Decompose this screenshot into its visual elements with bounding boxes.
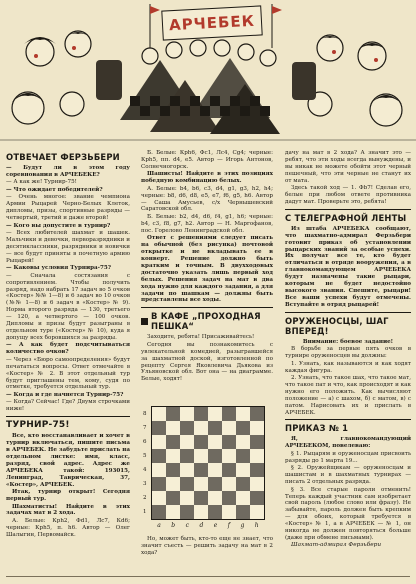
paragraph: 1. Узнать, как называются и как ходят каждая фигура. — [285, 360, 411, 374]
column-3 — [285, 150, 411, 550]
board-square — [222, 421, 236, 435]
question: — Когда и где начнется Турнир-75? — [6, 391, 124, 398]
board-square — [166, 505, 180, 519]
paragraph: 2. Узнать, что такое шах, что такое мат, что такое пат и что, как происходят и как нужно его положить. Как вычисляют положение — а) с шахом, б) с матом, в) с патом. Нарисовать их и прислать в АРЧЕБЕК. — [285, 375, 411, 416]
board-square — [166, 491, 180, 505]
answer: — А как же! Турнир-75! — [6, 179, 77, 186]
board-square — [236, 463, 250, 477]
paragraph: дачу на мат в 2 хода? А значит это — ребят, что эти ходы всегда вынуждены, и вы никак не можете обойти этот черный пешечный, что эти черные не станут их от мата. — [285, 150, 411, 184]
divider — [285, 312, 411, 313]
question: — А как будет подсчитываться количество очков? — [6, 342, 130, 356]
paragraph: Шахматисты! Найдите в этих задачах мат в 2 хода. — [6, 503, 130, 517]
file-label: f — [227, 522, 231, 529]
rank-label: 1 — [143, 509, 147, 515]
section-title-telegraph: С ТЕЛЕГРАФНОЙ ЛЕНТЫ — [285, 212, 407, 223]
rank-label: 8 — [143, 411, 147, 417]
rank-label: 6 — [143, 439, 147, 445]
file-labels — [152, 522, 264, 530]
paragraph: Здесь такой ход — 1. Фb7! Сделав его, белые при любом ответе противника дадут мат. Проверьте это, ребята! — [285, 185, 411, 205]
board-square — [222, 463, 236, 477]
paragraph: § 2. Оружейщикам — оруженосцам и шашистам и в шахматных турнирах — писать 2 отдельных разряда. — [285, 465, 411, 486]
board-square — [208, 435, 222, 449]
column-2 — [141, 150, 273, 384]
board-square — [250, 477, 264, 491]
board-square — [166, 449, 180, 463]
banner-text: АРЧЕБЕК — [168, 11, 256, 35]
board-square — [152, 421, 166, 435]
board-square — [236, 421, 250, 435]
paragraph: Ответ с решениями следует писать на обычной (без рисунка) почтовой открытке и не вкладывать ее в конверт. Решение должно быть кратким и точным. В двухходовых достаточно указать лишь первый ход белых. Решения задач на мат в два хода нужно для каждого задания, а для задачи по шашкам — должны быть представлены все ходы. — [141, 235, 273, 304]
paragraph: А. Белые: b4, b6, c3, d4, g1, g3, h2, h4; черные: b8, d6, d8, e5, e7, f6, g5, h6. Автор — Саша Амусьев, с/х Чернышевский Саратовской обл. — [141, 185, 273, 213]
board-square — [180, 477, 194, 491]
file-label: e — [213, 522, 218, 529]
file-label: d — [199, 522, 204, 529]
paragraph: § 3. Все старые пароли отменить! Теперь каждый участник сам изобретает свой пароль (любое слово или фразу). Не забывайте, пароль должен быть крепким — для обоих, который требуется в «Костер» № 1, а в АРЧЕБЕК — № 1, он никогда не должен повторяться больше (даже при обмене письмами). — [285, 486, 411, 541]
paragraph: Я, главнокомандующий АРЧЕБЕКОМ, повелеваю: — [285, 436, 411, 450]
rank-label: 3 — [143, 481, 147, 487]
board-square — [166, 463, 180, 477]
file-label: b — [171, 522, 176, 529]
board-square — [236, 477, 250, 491]
square-icon — [141, 318, 148, 325]
file-label: g — [240, 522, 245, 529]
rank-label: 4 — [143, 467, 147, 473]
board-square — [180, 407, 194, 421]
board-square — [194, 421, 208, 435]
board-square — [194, 491, 208, 505]
paragraph: Б. Белые: b2, d4, d6, f4, g1, h6; черные: b4, c3, f8, g7, h2. Автор — Н. Маргофанов, пос. Горелово Ленинградской обл. — [141, 213, 273, 234]
board-square — [250, 505, 264, 519]
board-square — [222, 407, 236, 421]
answer: — Когда? Сейчас! Где? Двумя строчками ниже! — [6, 399, 130, 413]
question: — Каковы условия Турнира-75? — [6, 265, 112, 272]
board-square — [166, 421, 180, 435]
paragraph: Сегодня вы познакомитесь с увлекательной комедией, разыгравшейся за шахматной доской, изготовленной по рецепту Сергея Яковлевича Дьякова из Ульяновской обл. Вот она — на диаграмме. Белые, ходят! — [141, 341, 273, 383]
board-square — [208, 463, 222, 477]
divider — [285, 419, 411, 420]
paragraph: Из штаба АРЧЕБЕКА сообщают, что шахматно-адмирал Ферзьбери готовит приказ об установлении рыцарских званий за особые успехи. Их получат все те, кто будет отличаться в отряде вооружения, а в главнокомандующем АРЧЕБЕКА будут назначены такие рыцари, которым не будет недостойно высокого звания. Спешите, рыцари! Все ваши успехи будут отмечены. Вступайте в отряд рыцарей! — [285, 225, 411, 308]
file-label: c — [185, 522, 189, 529]
board-square — [222, 505, 236, 519]
rank-label: 5 — [143, 453, 147, 459]
board-square — [152, 505, 166, 519]
paragraph: Но, может быть, кто-то еще не знает, что значит съесть — решить задачу на мат в 2 хода? — [141, 536, 273, 556]
board-square — [194, 449, 208, 463]
section-title-order: ПРИКАЗ № 1 — [285, 423, 349, 434]
section-title-squires: ОРУЖЕНОСЦЫ, ШАГ ВПЕРЕД! — [285, 315, 389, 336]
answer: — Очень многое: звание чемпиона Армии Рыцарей Черно-Белых Клеток, дипломы, призы, спортивные разряды — четвертый, третий и даже второй! — [6, 194, 130, 222]
section-title-ferzberi: ОТВЕЧАЕТ ФЕРЗЬБЕРИ — [6, 152, 120, 162]
header-illustration — [0, 0, 416, 142]
signature: Шахмат-адмирал Ферзьбери — [291, 542, 382, 549]
board-square — [194, 463, 208, 477]
board-square — [236, 505, 250, 519]
paragraph: Шашисты! Найдите в этих позициях победную комбинацию белых. — [141, 171, 273, 185]
board-square — [166, 435, 180, 449]
paragraph: Все, кто восстанавливает и хочет в турнир включаться, пишите письма в АРЧЕБЕК. Не забудьте прислать на отдельном листке: имя, класс, разряд, свой адрес. Адрес же АРЧЕБЕКА такой: 193015, Ленинград, Таврическая, 37, «Костер», АРЧЕБЕК. — [6, 433, 130, 488]
chess-board — [151, 406, 265, 520]
rank-label: 7 — [143, 425, 147, 431]
question: — Будут ли в этом году соревнования в АРЧЕБЕКЕ? — [6, 165, 130, 178]
paragraph: Внимание: боевое задание! — [302, 338, 394, 345]
board-square — [222, 449, 236, 463]
cafe-title-text: В КАФЕ „ПРОХОДНАЯ ПЕШКА“ — [151, 311, 261, 332]
file-label: a — [157, 522, 161, 529]
board-square — [180, 491, 194, 505]
rank-label: 2 — [143, 495, 147, 501]
divider — [6, 416, 130, 417]
divider — [285, 209, 411, 210]
board-square — [250, 407, 264, 421]
board-square — [208, 491, 222, 505]
paragraph: Заходите, ребята! Присаживайтесь! — [147, 334, 255, 341]
section-title-turnir: ТУРНИР-75! — [6, 420, 70, 431]
board-square — [250, 449, 264, 463]
board-square — [152, 477, 166, 491]
column-1 — [6, 150, 130, 539]
file-label: h — [254, 522, 259, 529]
answer: — Через «Бюро самоопределения» будут печататься вопросы. Ответ отмечайте в «Костер» № 2. В этот отдельный тур будут приглашены тем, кому, судя по отметке, требуется отдельный тур. — [6, 356, 130, 391]
board-square — [250, 421, 264, 435]
board-square — [208, 449, 222, 463]
board-square — [222, 491, 236, 505]
divider — [141, 307, 273, 308]
paragraph: Итак, турнир открыт! Сегодня первый тур. — [6, 489, 130, 502]
question: — Что ожидает победителей? — [6, 186, 103, 193]
board-square — [250, 463, 264, 477]
paragraph: Б. Белые: Крh6, Фc1, Лc4, Сg4; черные: Крh5, пп. d4, e5. Автор — Игорь Антонов, Солнечногорск. — [141, 150, 273, 170]
board-square — [208, 505, 222, 519]
banner-title — [161, 5, 262, 40]
board-square — [166, 407, 180, 421]
board-square — [180, 421, 194, 435]
board-square — [250, 491, 264, 505]
answer: — Всех любителей шахмат и шашек. Мальчики и девочки, перворазрядники и десятиклассники, разрядники и новички — все будут приняты в почетную армию Рыцарей! — [6, 230, 130, 264]
paragraph: А. Белые: Крh2, Фd1, Лc7, Кd6; черные: Крh5, п. h6. Автор — Олег Шалыгин, Первомайск. — [6, 517, 130, 538]
board-square — [236, 491, 250, 505]
board-square — [208, 421, 222, 435]
board-square — [236, 407, 250, 421]
board-square — [152, 463, 166, 477]
board-square — [236, 435, 250, 449]
board-square — [180, 449, 194, 463]
question: — Кого вы допустите в турнир? — [6, 222, 111, 229]
board-square — [222, 477, 236, 491]
board-square — [166, 477, 180, 491]
board-square — [180, 463, 194, 477]
board-square — [194, 435, 208, 449]
board-square — [152, 491, 166, 505]
board-square — [152, 435, 166, 449]
board-square — [222, 435, 236, 449]
board-square — [194, 505, 208, 519]
rank-labels — [143, 407, 151, 519]
board-square — [208, 407, 222, 421]
board-square — [194, 407, 208, 421]
board-square — [194, 477, 208, 491]
board-square — [180, 505, 194, 519]
board-square — [152, 449, 166, 463]
answer: — Сначала состязания с сопротивлением. Чтобы получить разряд, надо набрать 17 задач во 5 очков «Костер» №№ 1—8) и 6 задач во 10 очков (№№ 1—8) и 6 задач в «Костер» № 9). Норма второго разряда — 130, третьего — 120, а четвертого — 100 очков. Дипломы и призы будут разыграны в отдельном туре («Костер» № 10), куда я допущу всех боровшихся за разряды. — [6, 272, 130, 341]
paragraph: § 1. Рыцарям и оруженосцам присвоить разряды до 1 марта 19... — [285, 450, 411, 464]
bottom-rule — [6, 576, 410, 577]
paragraph: В борьбе за первые пять очков в турнире оруженосцев вы должны: — [285, 346, 411, 360]
section-title-cafe — [141, 311, 273, 331]
board-square — [180, 435, 194, 449]
board-square — [208, 477, 222, 491]
board-square — [152, 407, 166, 421]
board-square — [250, 435, 264, 449]
chess-diagram — [141, 404, 273, 534]
board-square — [236, 449, 250, 463]
